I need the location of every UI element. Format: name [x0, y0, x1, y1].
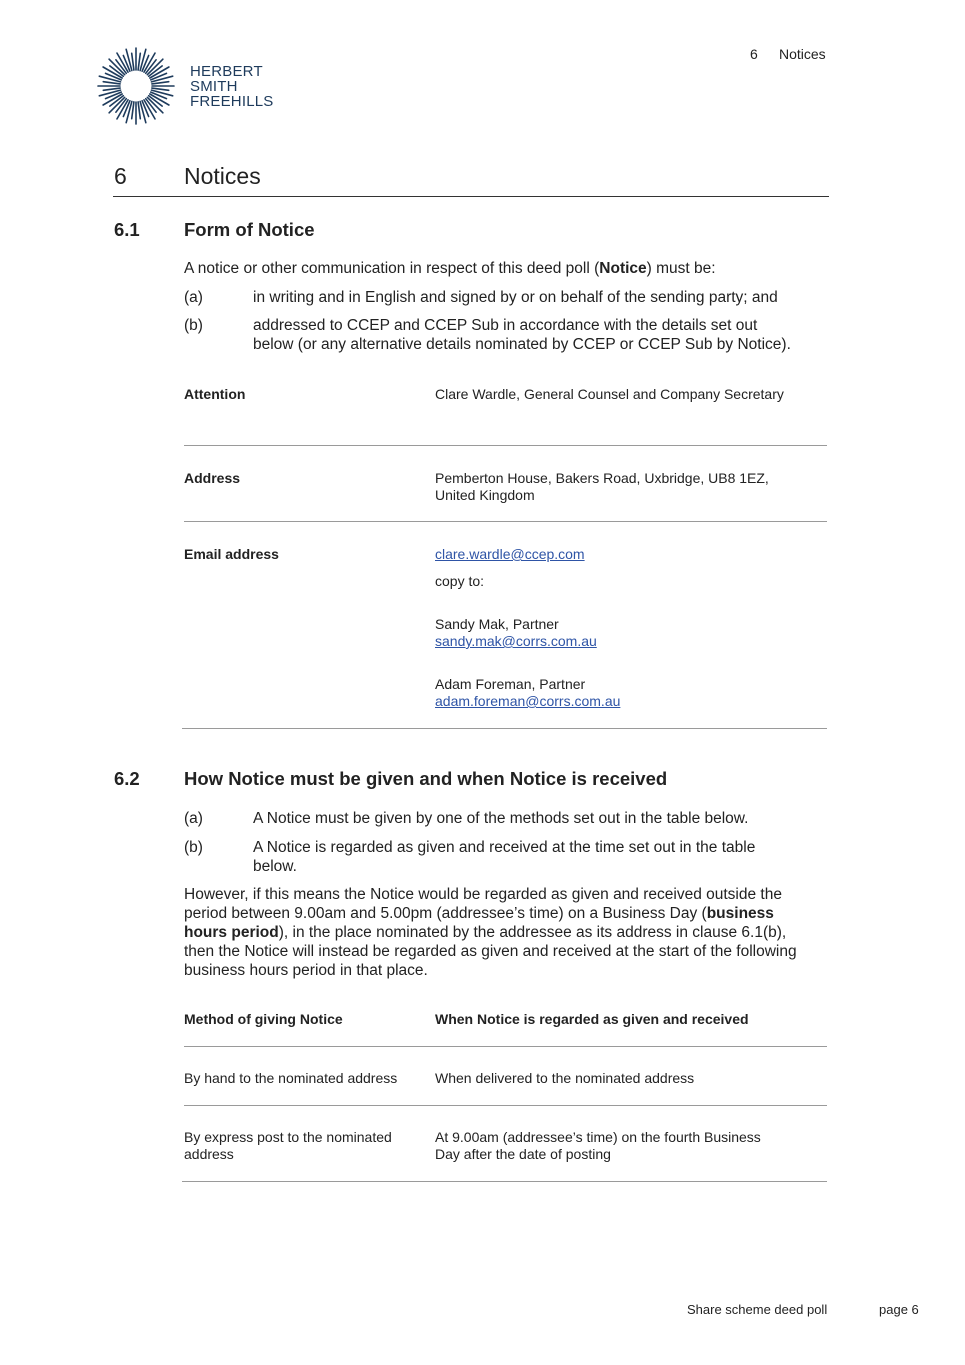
form-of-notice-intro: A notice or other communication in respect of this deed poll (Notice) must be:: [184, 260, 716, 277]
details-divider: [184, 521, 827, 522]
table-cell-when: When delivered to the nominated address: [435, 1070, 695, 1086]
table-header-when: When Notice is regarded as given and received: [435, 1011, 749, 1027]
email-link-primary[interactable]: clare.wardle@ccep.com: [435, 546, 585, 562]
item-label-b: (b): [184, 317, 203, 334]
brand-wordmark: [190, 64, 274, 109]
item-text-b: A Notice is regarded as given and received at the time set out in the table below.: [253, 839, 756, 875]
item-label-a: (a): [184, 810, 203, 827]
logo-ray: [138, 102, 140, 119]
logo-ray: [103, 82, 120, 84]
running-header-title: Notices: [779, 46, 826, 62]
item-label-a: (a): [184, 289, 203, 306]
subsection-number-6-1: 6.1: [114, 219, 140, 240]
table-cell-method: By hand to the nominated address: [184, 1070, 398, 1086]
logo-ray: [138, 53, 140, 70]
item-text-b: addressed to CCEP and CCEP Sub in accordance with the details set out below (or any alternative details nominated by CCEP or CCEP Sub by Notice).: [253, 317, 791, 353]
running-header-number: 6: [750, 46, 758, 62]
table-cell-method: By express post to the nominated address: [184, 1129, 392, 1162]
item-text-a: in writing and in English and signed by or on behalf of the sending party; and: [253, 289, 778, 306]
logo-ray: [152, 88, 169, 90]
item-text-a: A Notice must be given by one of the methods set out in the table below.: [253, 810, 749, 827]
table-divider: [184, 1046, 827, 1047]
brand-line-2: SMITH: [190, 78, 238, 95]
address-label: Address: [184, 470, 241, 486]
section-number: 6: [114, 163, 127, 189]
table-header-method: Method of giving Notice: [184, 1011, 343, 1027]
logo-ray: [132, 102, 134, 119]
footer-document-title: Share scheme deed poll: [687, 1302, 828, 1317]
attention-label: Attention: [184, 386, 246, 402]
section-rule: [113, 196, 829, 197]
business-hours-paragraph: However, if this means the Notice would be regarded as given and received outside the period between 9.00am and 5.00pm (addressee’s time) on a Business Day (business hours period), in the place nominated by the addressee as its address in clause 6.1(b), then the Notice will instead be regarded as given and received at the start of the following business hours period in that place.: [184, 886, 797, 979]
brand-line-1: HERBERT: [190, 63, 263, 80]
copy-recipient-1-email[interactable]: sandy.mak@corrs.com.au: [435, 633, 597, 649]
section-title: Notices: [184, 163, 261, 189]
address-value: Pemberton House, Bakers Road, Uxbridge, UB8 1EZ, United Kingdom: [435, 470, 769, 503]
sunburst-logo-icon: [96, 46, 176, 126]
subsection-title-6-2: How Notice must be given and when Notice is received: [184, 768, 668, 789]
subsection-number-6-2: 6.2: [114, 768, 140, 789]
details-divider: [182, 728, 827, 729]
footer-page-number: page 6: [879, 1302, 919, 1317]
table-divider: [184, 1105, 827, 1106]
item-label-b: (b): [184, 839, 203, 856]
details-divider: [184, 445, 827, 446]
email-label: Email address: [184, 546, 279, 562]
table-divider: [182, 1181, 827, 1182]
table-cell-when: At 9.00am (addressee’s time) on the fourth Business Day after the date of posting: [435, 1129, 761, 1162]
logo-ray: [152, 82, 169, 84]
copy-recipient-1-name: Sandy Mak, Partner: [435, 616, 559, 632]
brand-line-3: FREEHILLS: [190, 93, 274, 110]
subsection-title-6-1: Form of Notice: [184, 219, 315, 240]
copy-recipient-2-name: Adam Foreman, Partner: [435, 676, 586, 692]
copy-to-label: copy to:: [435, 573, 485, 589]
attention-value: Clare Wardle, General Counsel and Company Secretary: [435, 386, 784, 402]
logo-ray: [132, 53, 134, 70]
copy-recipient-2-email[interactable]: adam.foreman@corrs.com.au: [435, 693, 621, 709]
logo-ray: [103, 88, 120, 90]
